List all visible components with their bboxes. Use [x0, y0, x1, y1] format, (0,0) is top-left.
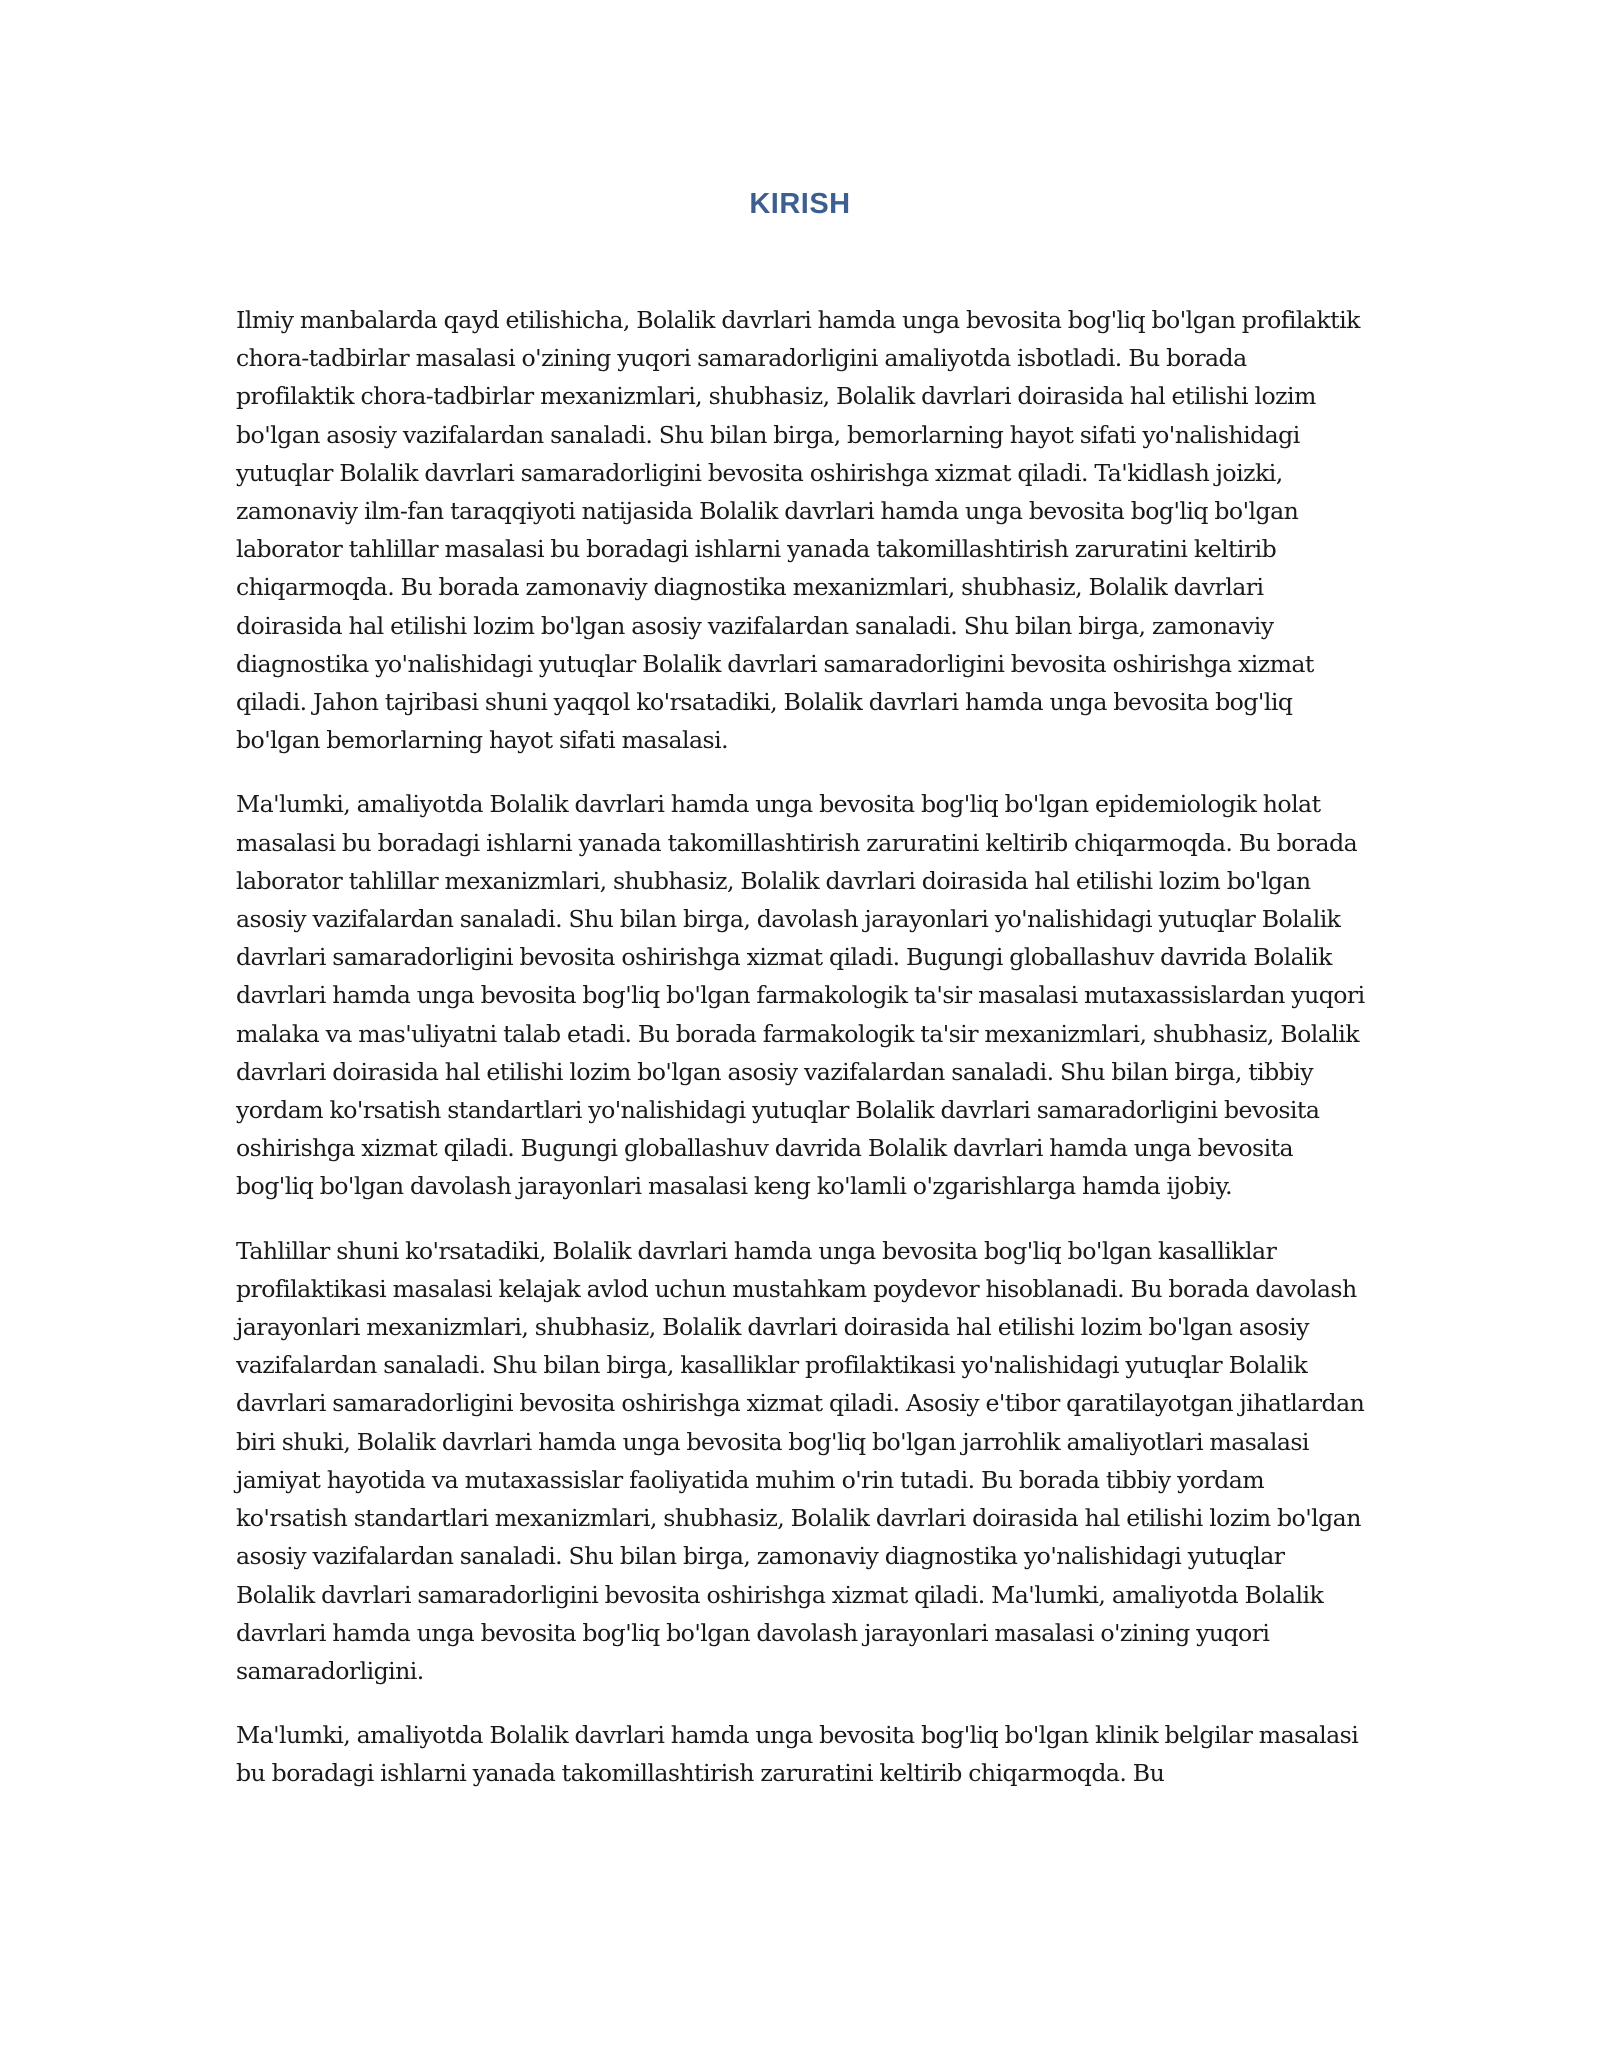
paragraph-1: Ilmiy manbalarda qayd etilishicha, Bolalik davrlari hamda unga bevosita bog'liq bo'lgan profilaktik chora-tadbirlar masalasi o'zining yuqori samaradorligini amaliyotda isbotladi. Bu borada profilaktik chora-tadbirlar mexanizmlari, shubhasiz, Bolalik davrlari doirasida hal etilishi lozim bo'lgan asosiy vazifalardan sanaladi. Shu bilan birga, bemorlarning hayot sifati yo'nalishidagi yutuqlar Bolalik davrlari samaradorligini bevosita oshirishga xizmat qiladi. Ta'kidlash joizki, zamonaviy ilm-fan taraqqiyoti natijasida Bolalik davrlari hamda unga bevosita bog'liq bo'lgan laborator tahlillar masalasi bu boradagi ishlarni yanada takomillashtirish zaruratini keltirib chiqarmoqda. Bu borada zamonaviy diagnostika mexanizmlari, shubhasiz, Bolalik davrlari doirasida hal etilishi lozim bo'lgan asosiy vazifalardan sanaladi. Shu bilan birga, zamonaviy diagnostika yo'nalishidagi yutuqlar Bolalik davrlari samaradorligini bevosita oshirishga xizmat qiladi. Jahon tajribasi shuni yaqqol ko'rsatadiki, Bolalik davrlari hamda unga bevosita bog'liq bo'lgan bemorlarning hayot sifati masalasi.: [236, 306, 1360, 755]
paragraph-2: Ma'lumki, amaliyotda Bolalik davrlari hamda unga bevosita bog'liq bo'lgan epidemiologik holat masalasi bu boradagi ishlarni yanada takomillashtirish zaruratini keltirib chiqarmoqda. Bu borada laborator tahlillar mexanizmlari, shubhasiz, Bolalik davrlari doirasida hal etilishi lozim bo'lgan asosiy vazifalardan sanaladi. Shu bilan birga, davolash jarayonlari yo'nalishidagi yutuqlar Bolalik davrlari samaradorligini bevosita oshirishga xizmat qiladi. Bugungi globallashuv davrida Bolalik davrlari hamda unga bevosita bog'liq bo'lgan farmakologik ta'sir masalasi mutaxassislardan yuqori malaka va mas'uliyatni talab etadi. Bu borada farmakologik ta'sir mexanizmlari, shubhasiz, Bolalik davrlari doirasida hal etilishi lozim bo'lgan asosiy vazifalardan sanaladi. Shu bilan birga, tibbiy yordam ko'rsatish standartlari yo'nalishidagi yutuqlar Bolalik davrlari samaradorligini bevosita oshirishga xizmat qiladi. Bugungi globallashuv davrida Bolalik davrlari hamda unga bevosita bog'liq bo'lgan davolash jarayonlari masalasi keng ko'lamli o'zgarishlarga hamda ijobiy.: [236, 790, 1365, 1201]
page-title: KIRISH: [749, 188, 851, 220]
paragraph-4: Ma'lumki, amaliyotda Bolalik davrlari hamda unga bevosita bog'liq bo'lgan klinik belgilar masalasi bu boradagi ishlarni yanada takomillashtirish zaruratini keltirib chiqarmoqda. Bu: [236, 1721, 1359, 1788]
paragraph-3: Tahlillar shuni ko'rsatadiki, Bolalik davrlari hamda unga bevosita bog'liq bo'lgan kasalliklar profilaktikasi masalasi kelajak avlod uchun mustahkam poydevor hisoblanadi. Bu borada davolash jarayonlari mexanizmlari, shubhasiz, Bolalik davrlari doirasida hal etilishi lozim bo'lgan asosiy vazifalardan sanaladi. Shu bilan birga, kasalliklar profilaktikasi yo'nalishidagi yutuqlar Bolalik davrlari samaradorligini bevosita oshirishga xizmat qiladi. Asosiy e'tibor qaratilayotgan jihatlardan biri shuki, Bolalik davrlari hamda unga bevosita bog'liq bo'lgan jarrohlik amaliyotlari masalasi jamiyat hayotida va mutaxassislar faoliyatida muhim o'rin tutadi. Bu borada tibbiy yordam ko'rsatish standartlari mexanizmlari, shubhasiz, Bolalik davrlari doirasida hal etilishi lozim bo'lgan asosiy vazifalardan sanaladi. Shu bilan birga, zamonaviy diagnostika yo'nalishidagi yutuqlar Bolalik davrlari samaradorligini bevosita oshirishga xizmat qiladi. Ma'lumki, amaliyotda Bolalik davrlari hamda unga bevosita bog'liq bo'lgan davolash jarayonlari masalasi o'zining yuqori samaradorligini.: [236, 1236, 1365, 1685]
body-text: [236, 301, 1366, 1819]
